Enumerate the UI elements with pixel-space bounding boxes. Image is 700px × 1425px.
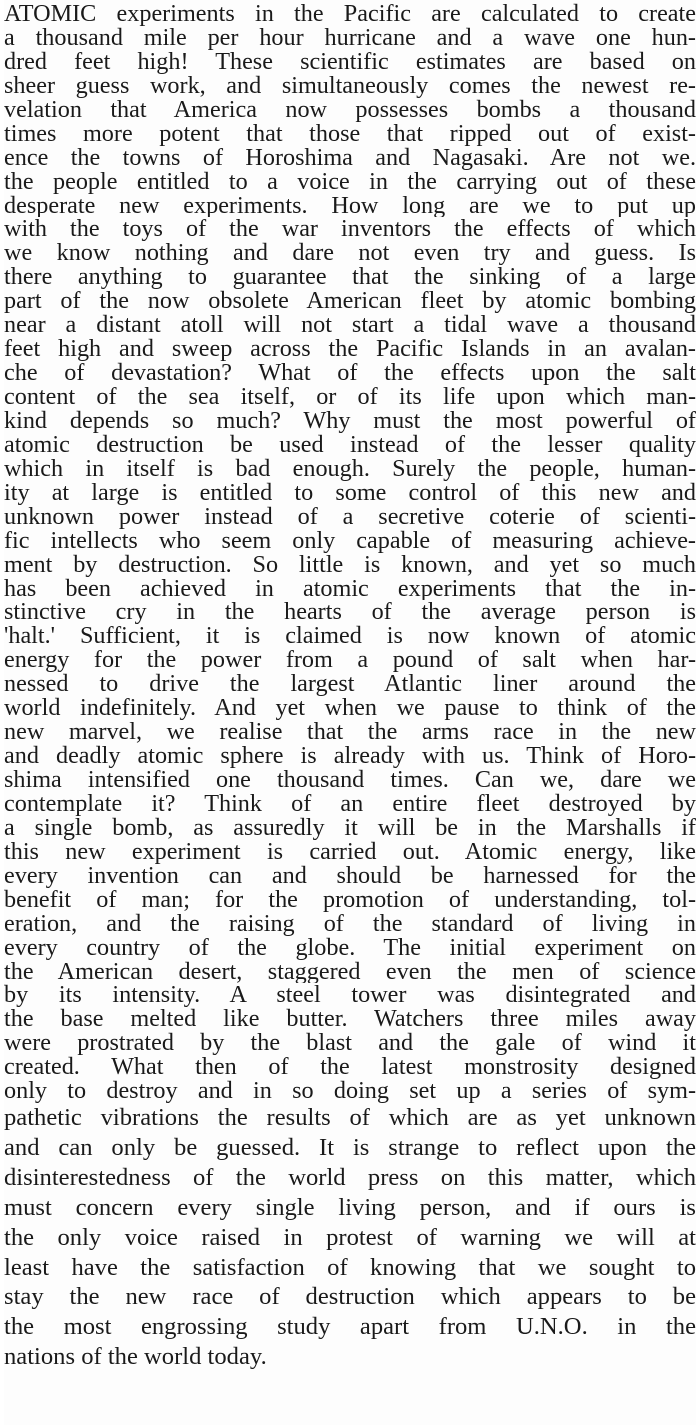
article-line: times more potent that those that ripped out of exist- xyxy=(4,121,696,146)
article-line: new marvel, we realise that the arms race in the new xyxy=(4,720,696,745)
article-line: with the toys of the war inventors the effects of which xyxy=(4,217,696,242)
article-line: energy for the power from a pound of salt when har- xyxy=(4,648,696,673)
article-line: fic intellects who seem only capable of measuring achieve- xyxy=(4,528,696,553)
article-line: world indefinitely. And yet when we pause to think of the xyxy=(4,696,696,721)
article-line: stinctive cry in the hearts of the average person is xyxy=(4,600,696,625)
article-line: contemplate it? Think of an entire fleet destroyed by xyxy=(4,791,696,816)
article-line: nations of the world today. xyxy=(4,1343,267,1371)
article-line: pathetic vibrations the results of which are as yet unknown xyxy=(4,1104,696,1132)
article-line: unknown power instead of a secretive coterie of scienti- xyxy=(4,504,696,529)
article-line: feet high and sweep across the Pacific Islands in an avalan- xyxy=(4,337,696,362)
article-line: were prostrated by the blast and the gale of wind it xyxy=(4,1031,696,1056)
article-body-loose xyxy=(4,1103,696,1372)
article-line: eration, and the raising of the standard of living in xyxy=(4,911,696,936)
article-line: which in itself is bad enough. Surely the people, human- xyxy=(4,456,696,481)
article-line: sheer guess work, and simultaneously comes the newest re- xyxy=(4,73,696,98)
article-line: every country of the globe. The initial experiment on xyxy=(4,935,696,960)
article-line: ATOMIC experiments in the Pacific are calculated to create xyxy=(4,2,696,26)
article-line: a single bomb, as assuredly it will be in the Marshalls if xyxy=(4,815,696,840)
article-line: must concern every single living person, and if ours is xyxy=(4,1193,696,1221)
article-line: created. What then of the latest monstrosity designed xyxy=(4,1055,696,1080)
article-line: kind depends so much? Why must the most powerful of xyxy=(4,408,696,433)
article-line: the most engrossing study apart from U.N.O. in the xyxy=(4,1313,696,1341)
article-line: stay the new race of destruction which appears to be xyxy=(4,1283,696,1311)
article-column xyxy=(4,0,696,1425)
article-line: desperate new experiments. How long are we to put up xyxy=(4,193,696,218)
article-line: shima intensified one thousand times. Can we, dare we xyxy=(4,768,696,792)
article-line: part of the now obsolete American fleet by atomic bombing xyxy=(4,289,696,314)
article-line: velation that America now possesses bombs a thousand xyxy=(4,97,696,122)
article-line: we know nothing and dare not even try and guess. Is xyxy=(4,241,696,266)
article-line: there anything to guarantee that the sinking of a large xyxy=(4,265,696,290)
article-line: and deadly atomic sphere is already with us. Think of Horo- xyxy=(4,744,696,768)
article-line: and can only be guessed. It is strange to reflect upon the xyxy=(4,1134,696,1162)
article-line: atomic destruction be used instead of the lesser quality xyxy=(4,432,696,457)
article-line: ity at large is entitled to some control of this new and xyxy=(4,480,696,505)
article-line: a thousand mile per hour hurricane and a wave one hun- xyxy=(4,25,696,50)
article-body-dense xyxy=(4,2,696,1103)
article-line: this new experiment is carried out. Atomic energy, like xyxy=(4,839,696,864)
article-line: disinterestedness of the world press on this matter, which xyxy=(4,1163,696,1191)
article-line: the base melted like butter. Watchers three miles away xyxy=(4,1007,696,1032)
article-line: the people entitled to a voice in the carrying out of these xyxy=(4,169,696,194)
article-line: ment by destruction. So little is known, and yet so much xyxy=(4,552,696,577)
article-line: content of the sea itself, or of its life upon which man- xyxy=(4,385,696,409)
article-line: nessed to drive the largest Atlantic liner around the xyxy=(4,672,696,697)
article-line: dred feet high! These scientific estimates are based on xyxy=(4,49,696,74)
article-line: least have the satisfaction of knowing that we sought to xyxy=(4,1253,696,1281)
article-line: near a distant atoll will not start a tidal wave a thousand xyxy=(4,313,696,338)
article-line: has been achieved in atomic experiments that the in- xyxy=(4,576,696,601)
article-line: every invention can and should be harnessed for the xyxy=(4,863,696,888)
article-line: the American desert, staggered even the men of science xyxy=(4,959,696,984)
article-line: ence the towns of Horoshima and Nagasaki. Are not we. xyxy=(4,145,696,170)
article-line: benefit of man; for the promotion of understanding, tol- xyxy=(4,887,696,912)
article-line: che of devastation? What of the effects upon the salt xyxy=(4,361,696,385)
article-line: only to destroy and in so doing set up a series of sym- xyxy=(4,1079,696,1104)
article-line: by its intensity. A steel tower was disintegrated and xyxy=(4,983,696,1008)
article-line: the only voice raised in protest of warning we will at xyxy=(4,1223,696,1251)
article-line: 'halt.' Sufficient, it is claimed is now known of atomic xyxy=(4,624,696,649)
